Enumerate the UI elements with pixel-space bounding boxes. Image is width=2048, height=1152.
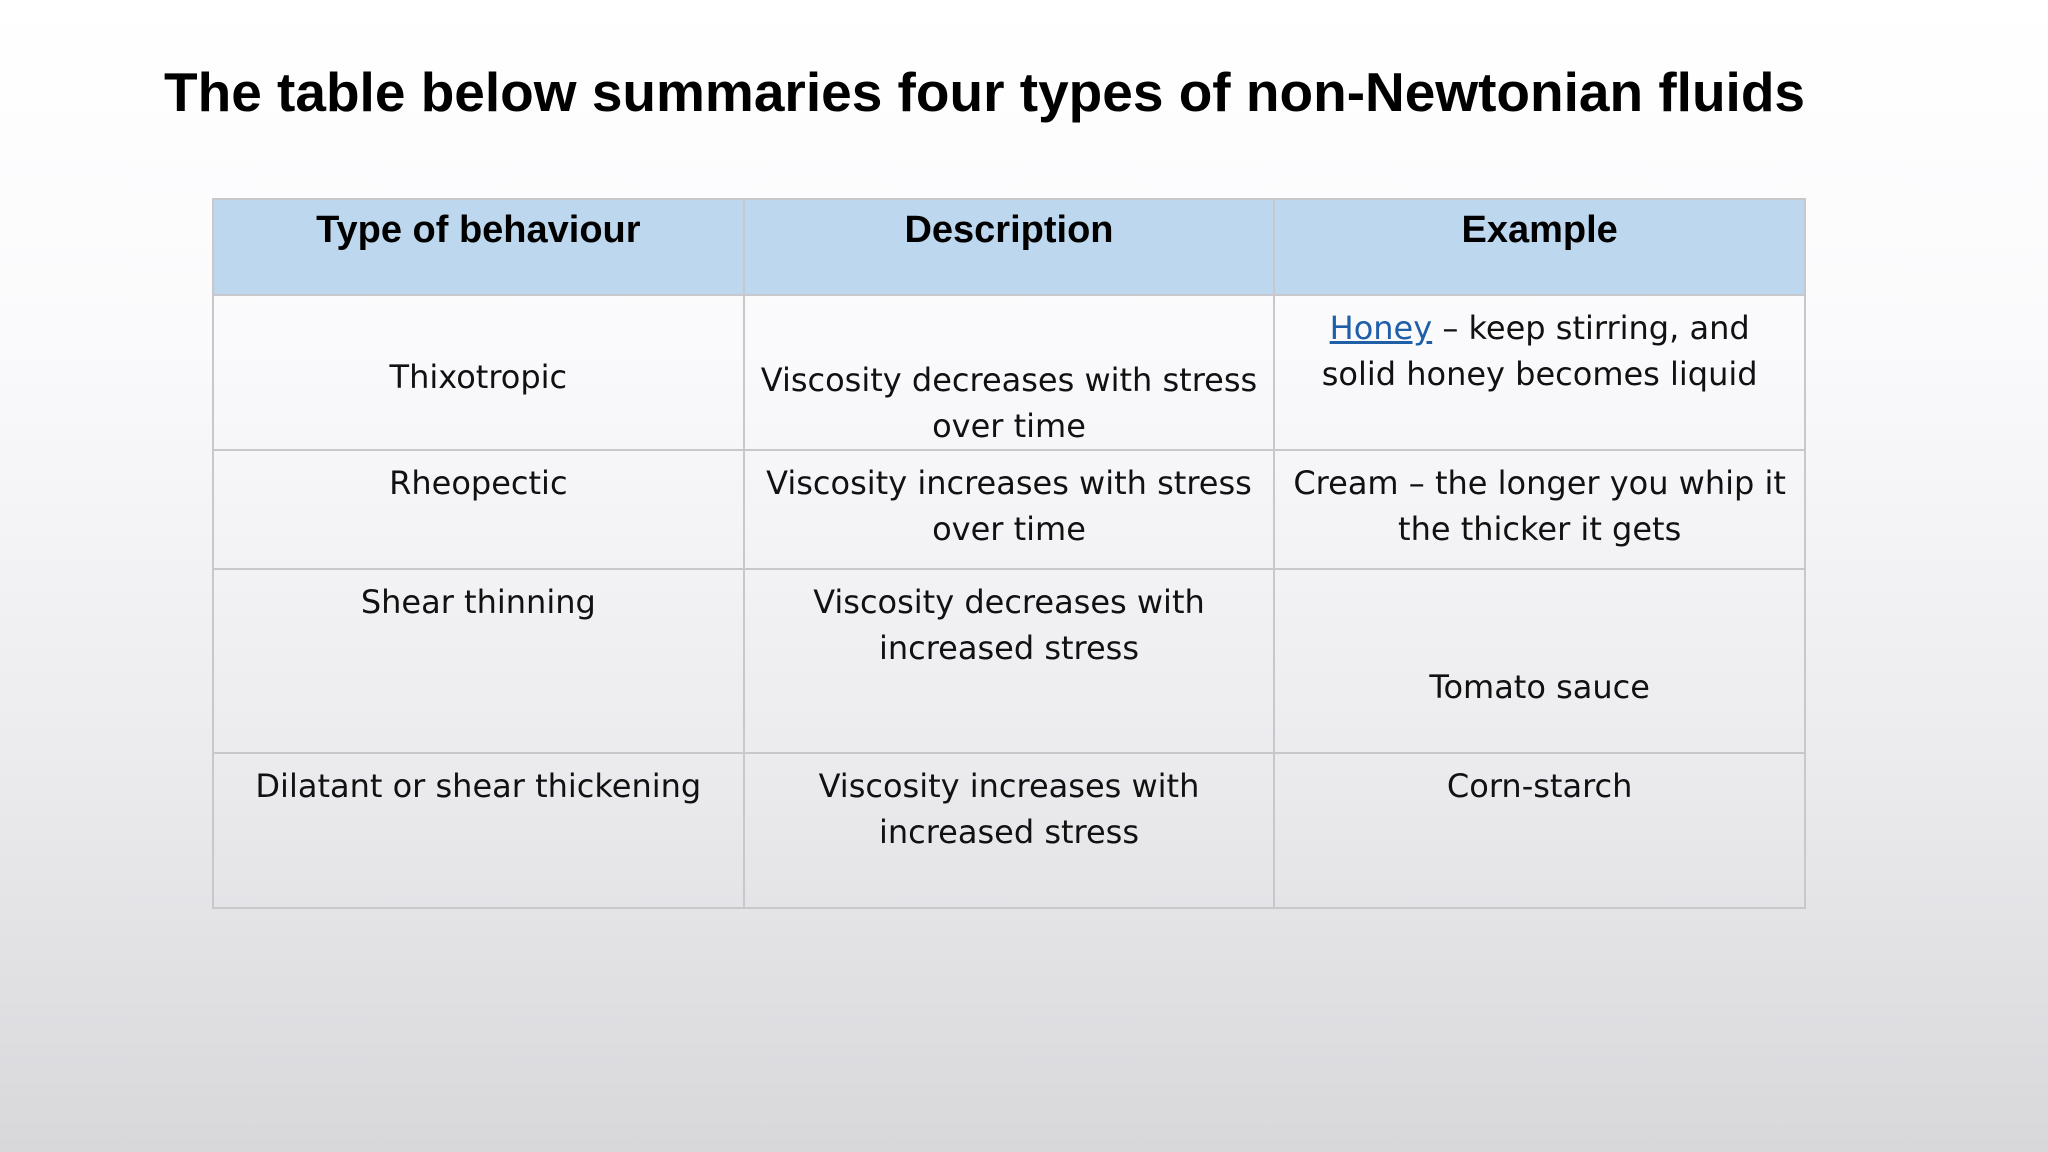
cell-type: Thixotropic <box>213 295 744 450</box>
table-row <box>213 295 1805 450</box>
cell-type: Shear thinning <box>213 569 744 753</box>
table-row <box>213 753 1805 908</box>
table-row <box>213 450 1805 569</box>
cell-example <box>1274 295 1805 450</box>
cell-example: Cream – the longer you whip it the thicker it gets <box>1274 450 1805 569</box>
header-description: Description <box>744 199 1275 295</box>
cell-description: Viscosity decreases with stress over time <box>744 295 1275 450</box>
cell-example: Corn-starch <box>1274 753 1805 908</box>
cell-type: Rheopectic <box>213 450 744 569</box>
cell-example: Tomato sauce <box>1274 569 1805 753</box>
cell-description: Viscosity increases with stress over time <box>744 450 1275 569</box>
table-row <box>213 569 1805 753</box>
header-type-of-behaviour: Type of behaviour <box>213 199 744 295</box>
header-example: Example <box>1274 199 1805 295</box>
fluids-table <box>212 198 1806 909</box>
cell-description: Viscosity increases with increased stress <box>744 753 1275 908</box>
table-header-row <box>213 199 1805 295</box>
cell-description: Viscosity decreases with increased stress <box>744 569 1275 753</box>
honey-link[interactable]: Honey <box>1329 309 1433 347</box>
cell-type: Dilatant or shear thickening <box>213 753 744 908</box>
slide-title: The table below summaries four types of non-Newtonian fluids <box>164 61 1806 123</box>
cell-example-text: – keep stirring, and solid honey becomes liquid <box>1321 309 1758 393</box>
